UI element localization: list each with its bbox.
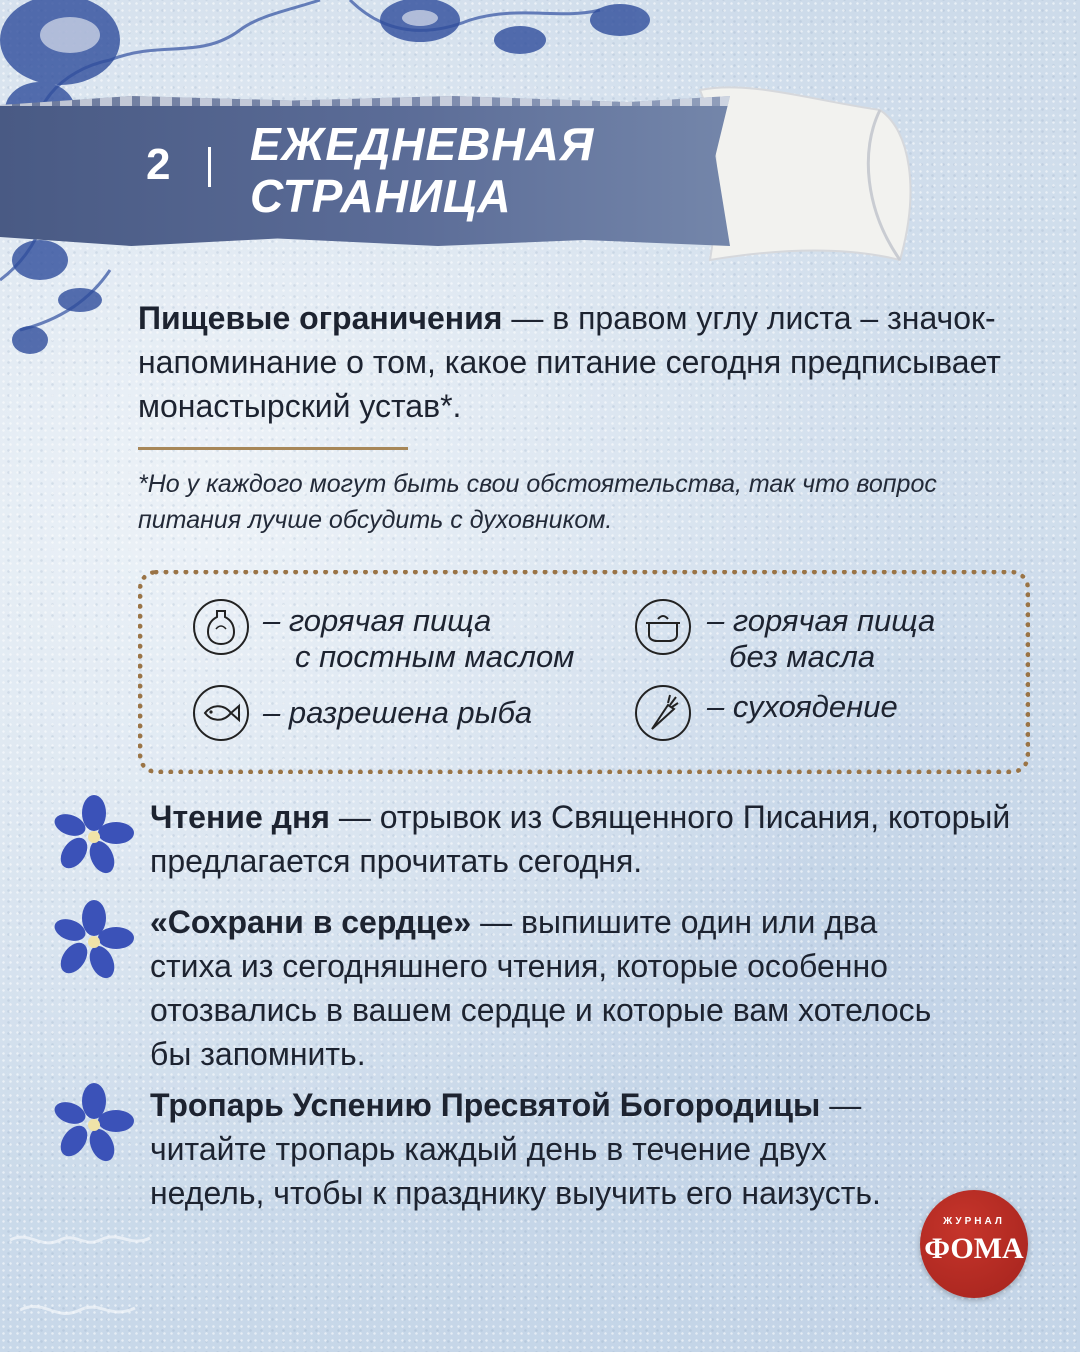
- bullet-keep-in-heart: [54, 900, 954, 1076]
- intro-paragraph: [138, 296, 1038, 428]
- legend-label-line-1: – горячая пища: [707, 603, 936, 638]
- page-title-line-1: ЕЖЕДНЕВНАЯ: [250, 118, 595, 170]
- divider-rule: [138, 447, 408, 450]
- bullet-term: «Сохрани в сердце»: [150, 904, 472, 940]
- bullet-term: Тропарь Успению Пресвятой Богородицы: [150, 1087, 821, 1123]
- bullet-text: [150, 1083, 914, 1215]
- page-title: [250, 118, 690, 222]
- flower-icon: [54, 795, 134, 875]
- oil-jug-icon: [193, 599, 249, 655]
- bullet-term: Чтение дня: [150, 799, 330, 835]
- footnote: *Но у каждого могут быть свои обстоятельства, так что вопрос питания лучше обсудить с духовником.: [138, 470, 937, 534]
- dietary-legend: [138, 570, 1030, 774]
- bullet-body: — читайте тропарь каждый день в течение двух недель, чтобы к празднику выучить его наизусть.: [150, 1087, 881, 1211]
- intro-text: — в правом углу листа – значок-напоминание о том, какое питание сегодня предписывает монастырский устав*.: [138, 300, 1001, 424]
- legend-label: [707, 603, 935, 675]
- foma-logo: [920, 1190, 1028, 1298]
- bullet-body: — отрывок из Священного Писания, который предлагается прочитать сегодня.: [150, 799, 1011, 879]
- flower-icon: [54, 900, 134, 980]
- pot-icon: [635, 599, 691, 655]
- legend-label-line-1: – горячая пища: [263, 603, 492, 638]
- section-number: 2: [146, 140, 171, 189]
- legend-label: – разрешена рыба: [263, 695, 533, 730]
- legend-label-line-2: без масла: [729, 639, 876, 674]
- handwriting-decoration: [0, 1200, 260, 1352]
- flower-icon: [54, 1083, 134, 1163]
- legend-label: [263, 603, 574, 675]
- logo-big-text: ФОМА: [924, 1232, 1024, 1265]
- page-title-line-2: СТРАНИЦА: [250, 170, 512, 222]
- bullet-text: [150, 795, 1014, 883]
- intro-term: Пищевые ограничения: [138, 300, 503, 336]
- legend-label-line-2: с постным маслом: [295, 639, 575, 674]
- legend-label: – сухоядение: [707, 689, 898, 724]
- header-divider: [208, 147, 211, 187]
- carrot-icon: [635, 685, 691, 741]
- bullet-troparion: [54, 1083, 914, 1215]
- bullet-reading-of-day: [54, 795, 1014, 883]
- logo-small-text: ЖУРНАЛ: [943, 1216, 1005, 1227]
- fish-icon: [193, 685, 249, 741]
- bullet-body: — выпишите один или два стиха из сегодняшнего чтения, которые особенно отозвались в вашем сердце и которые вам хотелось бы запомнить.: [150, 904, 932, 1072]
- bullet-text: [150, 900, 954, 1076]
